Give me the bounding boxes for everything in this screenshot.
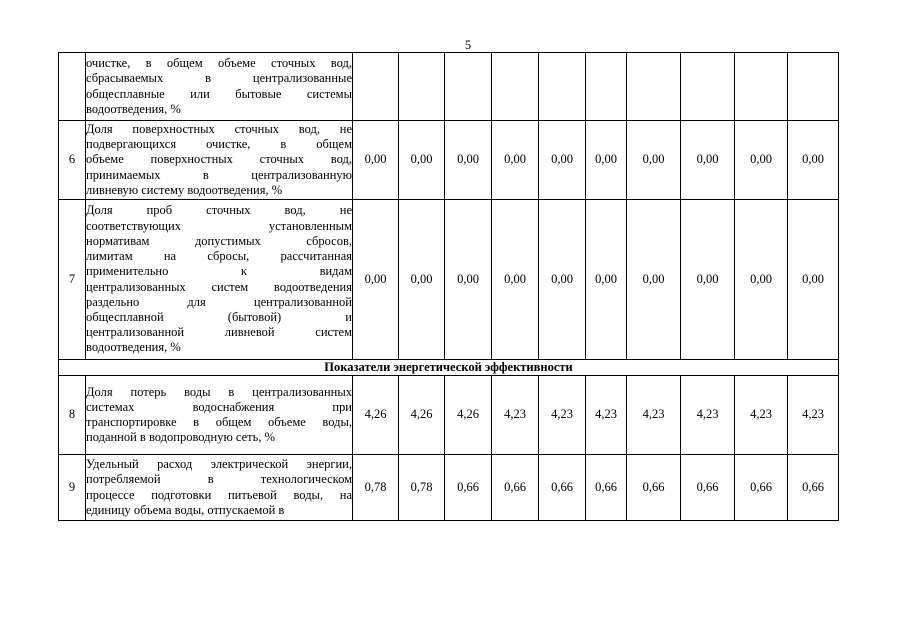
row-number: 9 xyxy=(59,455,86,521)
value-cell: 0,00 xyxy=(539,200,586,360)
table-row xyxy=(59,53,839,121)
value-cell: 0,00 xyxy=(399,200,445,360)
row-number: 7 xyxy=(59,200,86,360)
row-number: 8 xyxy=(59,376,86,455)
value-cell: 4,23 xyxy=(681,376,735,455)
value-cell: 0,66 xyxy=(627,455,681,521)
indicator-description xyxy=(86,455,353,521)
value-cell: 0,00 xyxy=(445,200,492,360)
indicator-description xyxy=(86,121,353,200)
description-line: очистке, в общем объеме сточных вод, xyxy=(86,56,352,71)
value-cell: 0,00 xyxy=(735,200,788,360)
description-line: процессе подготовки питьевой воды, на xyxy=(86,487,352,502)
value-cell xyxy=(681,53,735,121)
value-cell xyxy=(788,53,839,121)
value-cell: 0,00 xyxy=(627,200,681,360)
value-cell: 0,00 xyxy=(586,121,627,200)
value-cell: 4,26 xyxy=(353,376,399,455)
description-line: сбрасываемых в централизованные xyxy=(86,71,352,86)
indicators-table xyxy=(58,52,839,521)
value-cell: 0,66 xyxy=(445,455,492,521)
value-cell: 0,66 xyxy=(492,455,539,521)
description-line: соответствующих установленным xyxy=(86,218,352,233)
value-cell: 0,66 xyxy=(735,455,788,521)
description-line: лимитам на сбросы, рассчитанная xyxy=(86,249,352,264)
description-line: общесплавные или бытовые системы xyxy=(86,86,352,101)
value-cell: 4,23 xyxy=(586,376,627,455)
value-cell: 0,66 xyxy=(681,455,735,521)
indicator-description xyxy=(86,200,353,360)
description-line: Доля поверхностных сточных вод, не xyxy=(86,121,352,136)
value-cell: 0,66 xyxy=(539,455,586,521)
table-row xyxy=(59,121,839,200)
description-line: системах водоснабжения при xyxy=(86,399,352,414)
description-line: раздельно для централизованной xyxy=(86,294,352,309)
value-cell: 0,66 xyxy=(788,455,839,521)
value-cell: 0,00 xyxy=(586,200,627,360)
indicator-description xyxy=(86,53,353,121)
value-cell: 0,00 xyxy=(735,121,788,200)
value-cell: 4,23 xyxy=(627,376,681,455)
description-line: принимаемых в централизованную xyxy=(86,167,352,182)
value-cell: 0,00 xyxy=(492,121,539,200)
table-row xyxy=(59,376,839,455)
value-cell: 0,00 xyxy=(788,200,839,360)
section-row xyxy=(59,360,839,376)
value-cell: 0,00 xyxy=(681,200,735,360)
description-line: объеме поверхностных сточных вод, xyxy=(86,152,352,167)
value-cell: 0,00 xyxy=(492,200,539,360)
description-line: нормативам допустимых сбросов, xyxy=(86,233,352,248)
value-cell: 4,23 xyxy=(539,376,586,455)
value-cell: 0,00 xyxy=(788,121,839,200)
value-cell: 0,00 xyxy=(353,121,399,200)
description-line: Удельный расход электрической энергии, xyxy=(86,457,352,472)
value-cell xyxy=(445,53,492,121)
value-cell: 0,00 xyxy=(627,121,681,200)
description-line: потребляемой в технологическом xyxy=(86,472,352,487)
value-cell: 4,23 xyxy=(735,376,788,455)
row-number: 6 xyxy=(59,121,86,200)
value-cell xyxy=(353,53,399,121)
value-cell: 0,00 xyxy=(681,121,735,200)
page-number: 5 xyxy=(464,38,472,52)
value-cell xyxy=(492,53,539,121)
row-number xyxy=(59,53,86,121)
value-cell: 0,78 xyxy=(353,455,399,521)
value-cell xyxy=(627,53,681,121)
description-line: подвергающихся очистке, в общем xyxy=(86,137,352,152)
value-cell xyxy=(539,53,586,121)
description-line: централизованной ливневой систем xyxy=(86,325,352,340)
value-cell: 0,66 xyxy=(586,455,627,521)
description-line: общесплавной (бытовой) и xyxy=(86,309,352,324)
description-line: Доля потерь воды в централизованных xyxy=(86,384,352,399)
description-line: водоотведения, % xyxy=(86,101,181,116)
description-line: централизованных систем водоотведения xyxy=(86,279,352,294)
table-row xyxy=(59,455,839,521)
value-cell: 0,00 xyxy=(353,200,399,360)
value-cell: 4,23 xyxy=(492,376,539,455)
value-cell: 0,00 xyxy=(399,121,445,200)
value-cell: 0,00 xyxy=(539,121,586,200)
value-cell xyxy=(399,53,445,121)
description-line: ливневую систему водоотведения, % xyxy=(86,182,283,197)
value-cell: 0,00 xyxy=(445,121,492,200)
description-line: водоотведения, % xyxy=(86,340,181,355)
value-cell: 4,23 xyxy=(788,376,839,455)
section-heading: Показатели энергетической эффективности xyxy=(59,360,839,376)
indicator-description xyxy=(86,376,353,455)
description-line: применительно к видам xyxy=(86,264,352,279)
table-row xyxy=(59,200,839,360)
value-cell: 4,26 xyxy=(445,376,492,455)
description-line: поданной в водопроводную сеть, % xyxy=(86,430,276,445)
description-line: Доля проб сточных вод, не xyxy=(86,203,352,218)
value-cell: 0,78 xyxy=(399,455,445,521)
value-cell xyxy=(735,53,788,121)
value-cell xyxy=(586,53,627,121)
description-line: транспортировке в общем объеме воды, xyxy=(86,415,352,429)
description-line: единицу объема воды, отпускаемой в xyxy=(86,502,285,517)
value-cell: 4,26 xyxy=(399,376,445,455)
